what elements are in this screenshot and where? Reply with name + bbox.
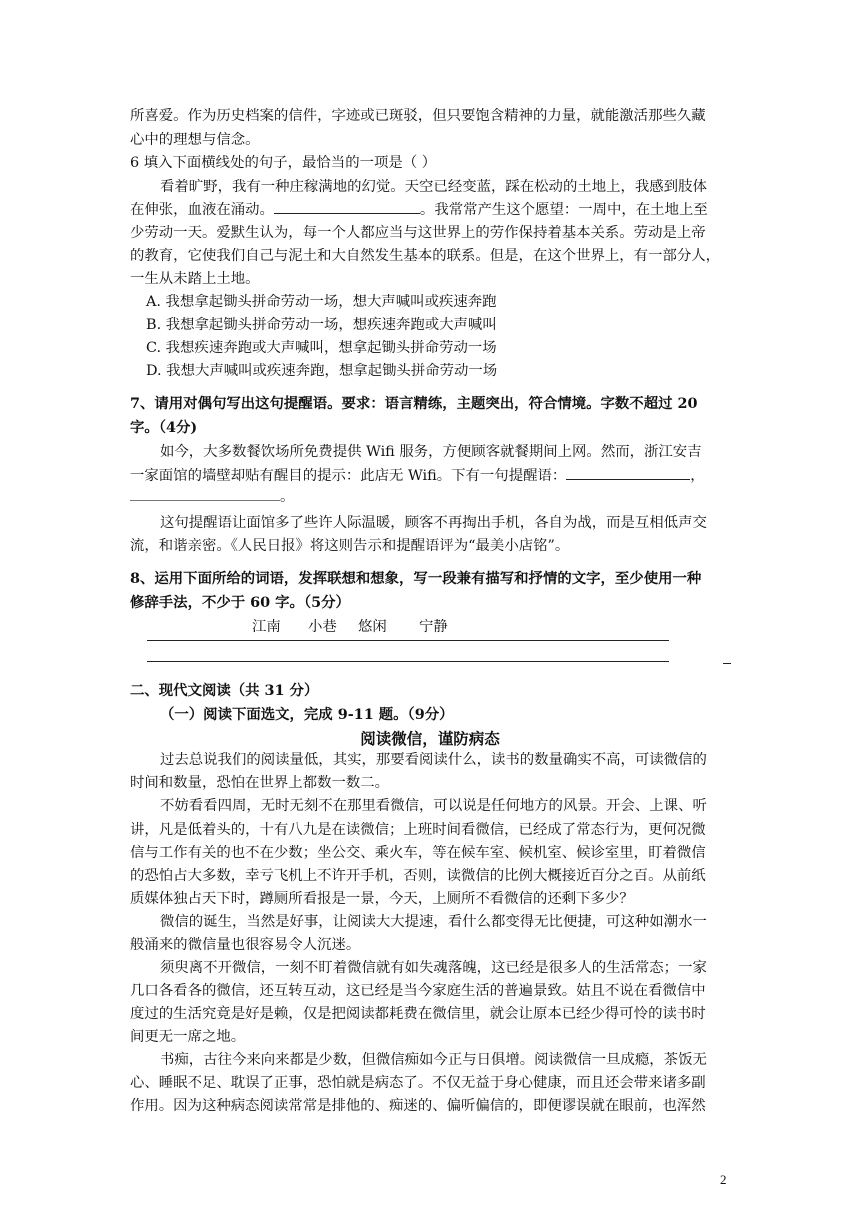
subsection-title: （一）阅读下面选文，完成 9-11 题。（9分） [160,706,454,723]
option-d: D. 我想大声喊叫或疾速奔跑，想拿起锄头拼命劳动一场 [146,363,498,379]
article-line: 般涌来的微信量也很容易令人沉迷。 [130,937,361,953]
passage-line: 看着旷野，我有一种庄稼满地的幻觉。天空已经变蓝，踩在松动的土地上，我感到肢体 [160,179,707,195]
option-a: A. 我想拿起锄头拼命劳动一场，想大声喊叫或疾速奔跑 [146,294,497,310]
passage-line [130,465,705,486]
word-item: 悠闲 [358,619,387,635]
writing-line [147,661,669,662]
writing-line [147,640,669,641]
question-8-stem: 修辞手法，不少于 60 字。（5分） [130,594,350,611]
answer-blank [566,465,690,480]
passage-text: 。我常常产生这个愿望：一周中，在土地上至 [419,202,708,218]
passage-line: 如今，大多数餐饮场所免费提供 Wifi 服务，方便顾客就餐期间上网。然而，浙江安吉 [160,444,702,460]
word-item: 江南 [252,619,281,635]
article-line: 时间和数量，恐怕在世界上都数一数二。 [130,775,390,791]
word-item: 小巷 [308,619,337,635]
page-number: 2 [720,1172,727,1187]
article-line: 度过的生活究竟是好是赖，仅是把阅读都耗费在微信里，就会让原本已经少得可怜的读书时 [130,1006,706,1022]
word-list [252,617,448,637]
option-c: C. 我想疾速奔跑或大声喊叫，想拿起锄头拼命劳动一场 [146,340,497,356]
article-title: 阅读微信，谨防病态 [360,729,500,748]
word-item: 宁静 [419,619,448,635]
article-line: 间更无一席之地。 [130,1029,246,1045]
passage-line: 这句提醒语让面馆多了些许人际温暖，顾客不再掏出手机，各自为战，而是互相低声交 [160,515,707,531]
option-b: B. 我想拿起锄头拼命劳动一场，想疾速奔跑或大声喊叫 [146,317,497,333]
passage-text: 一家面馆的墙壁却贴有醒目的提示：此店无 Wifi。下有一句提醒语： [130,468,567,484]
passage-line: 一生从未踏上土地。 [130,271,260,287]
passage-line: 的教育，它使我们自己与泥土和大自然发生基本的联系。但是，在这个世界上，有一部分人， [130,248,721,264]
article-line: 信与工作有关的也不在少数；坐公交、乘火车，等在候车室、候机室、候诊室里，盯着微信 [130,845,706,861]
article-line: 书痴，古往今来向来都是少数，但微信痴如今正与日俱增。阅读微信一旦成瘾，茶饭无 [160,1052,707,1068]
article-line: 微信的诞生，当然是好事，让阅读大大提速，看什么都变得无比便捷，可这种如潮水一 [160,914,707,930]
article-line: 质媒体独占天下时，蹲厕所看报是一景，今天，上厕所不看微信的还剩下多少？ [130,891,634,907]
section-title: 二、现代文阅读（共 31 分） [130,682,319,699]
article-line: 心、睡眠不足、耽误了正事，恐怕就是病态了。不仅无益于身心健康，而且还会带来诸多副 [130,1075,706,1091]
text-line: 心中的理想与信念。 [130,132,260,148]
question-8-stem: 8、运用下面所给的词语，发挥联想和想象，写一段兼有描写和抒情的文字，至少使用一种 [130,570,702,587]
question-7-stem: 字。（4分) [130,419,198,436]
text-line: 所喜爱。作为历史档案的信件，字迹或已斑驳，但只要饱含精神的力量，就能激活那些久藏 [130,108,706,124]
article-line: 几口各看各的微信，还互转互动，这已经是当今家庭生活的普遍景致。姑且不说在看微信中 [130,983,706,999]
passage-text: ， [690,468,705,484]
passage-text: 在伸张，血液在涌动。 [130,202,274,218]
article-line: 的恐怕占大多数，幸亏飞机上不许开手机，否则，读微信的比例大概接近百分之百。从前纸 [130,868,706,884]
passage-text: 。 [280,489,295,505]
article-line: 不妨看看四周，无时无刻不在那里看微信，可以说是任何地方的风景。开会、上课、听 [160,798,707,814]
question-6-stem: 6 填入下面横线处的句子，最恰当的一项是（ ） [130,155,437,171]
fill-blank [274,199,420,214]
passage-line: 少劳动一天。爱默生认为，每一个人都应当与这世界上的劳作保持着基本关系。劳动是上帝 [130,225,706,241]
article-line: 讲，凡是低着头的，十有八九是在读微信；上班时间看微信，已经成了常态行为，更何况微 [130,822,706,838]
passage-line [130,199,708,220]
passage-line: 流，和谐亲密。《人民日报》将这则告示和提醒语评为“最美小店铭”。 [130,538,570,554]
article-line: 过去总说我们的阅读量低，其实，那要看阅读什么，读书的数量确实不高，可读微信的 [160,752,707,768]
article-line: 须臾离不开微信，一刻不盯着微信就有如失魂落魄，这已经是很多人的生活常态；一家 [160,960,707,976]
answer-blank [130,486,280,501]
article-line: 作用。因为这种病态阅读常常是排他的、痴迷的、偏听偏信的，即便谬误就在眼前，也浑然 [130,1098,706,1114]
writing-line [723,663,731,664]
question-7-stem: 7、请用对偶句写出这句提醒语。要求：语言精练，主题突出，符合情境。字数不超过 20 [130,395,698,412]
passage-line [130,486,294,507]
